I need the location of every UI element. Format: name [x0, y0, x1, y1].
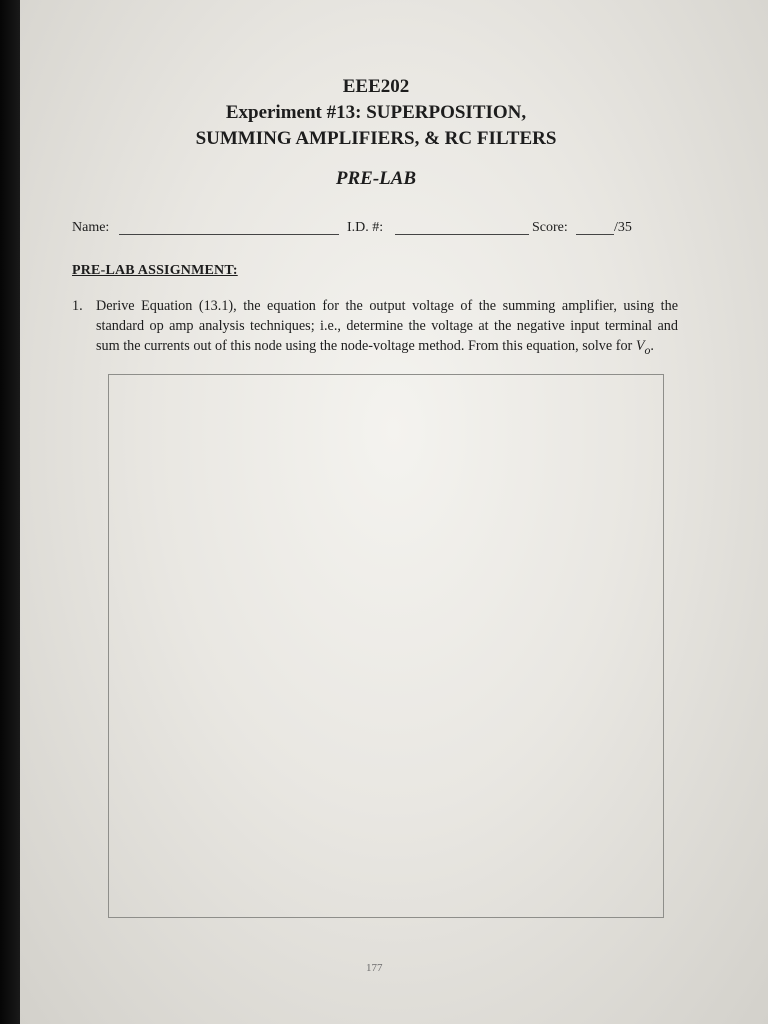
course-code: EEE202	[342, 76, 410, 97]
score-blank[interactable]	[576, 234, 614, 235]
variable-symbol: V	[635, 338, 645, 354]
variable-subscript: o	[644, 342, 651, 357]
question-text	[96, 296, 678, 360]
id-label: I.D. #:	[347, 220, 384, 235]
question-1	[72, 296, 678, 360]
experiment-title-line-1: Experiment #13: SUPERPOSITION,	[225, 102, 527, 123]
id-blank[interactable]	[395, 234, 529, 235]
prelab-subtitle: PRE-LAB	[335, 168, 417, 189]
score-label: Score:	[532, 220, 568, 235]
question-body: Derive Equation (13.1), the equation for the output voltage of the summing amplifier, using the standard op amp analysis techniques; i.e., determine the voltage at the negative input terminal and sum the currents out of this node using the node-voltage method. From this equation, solve for	[96, 298, 678, 354]
name-blank[interactable]	[119, 234, 339, 235]
output-voltage-variable	[635, 338, 651, 357]
question-end: .	[650, 338, 654, 354]
section-heading: PRE-LAB ASSIGNMENT:	[72, 263, 238, 278]
experiment-title-line-2: SUMMING AMPLIFIERS, & RC FILTERS	[195, 128, 557, 149]
score-total: /35	[614, 220, 632, 235]
document-header	[20, 74, 732, 192]
name-label: Name:	[72, 220, 110, 235]
page-number: 177	[366, 962, 383, 974]
worksheet-page	[20, 0, 768, 1024]
question-number: 1.	[72, 298, 83, 314]
student-info-fields	[72, 220, 672, 242]
background-edge	[0, 0, 22, 1024]
answer-box[interactable]	[108, 374, 664, 918]
